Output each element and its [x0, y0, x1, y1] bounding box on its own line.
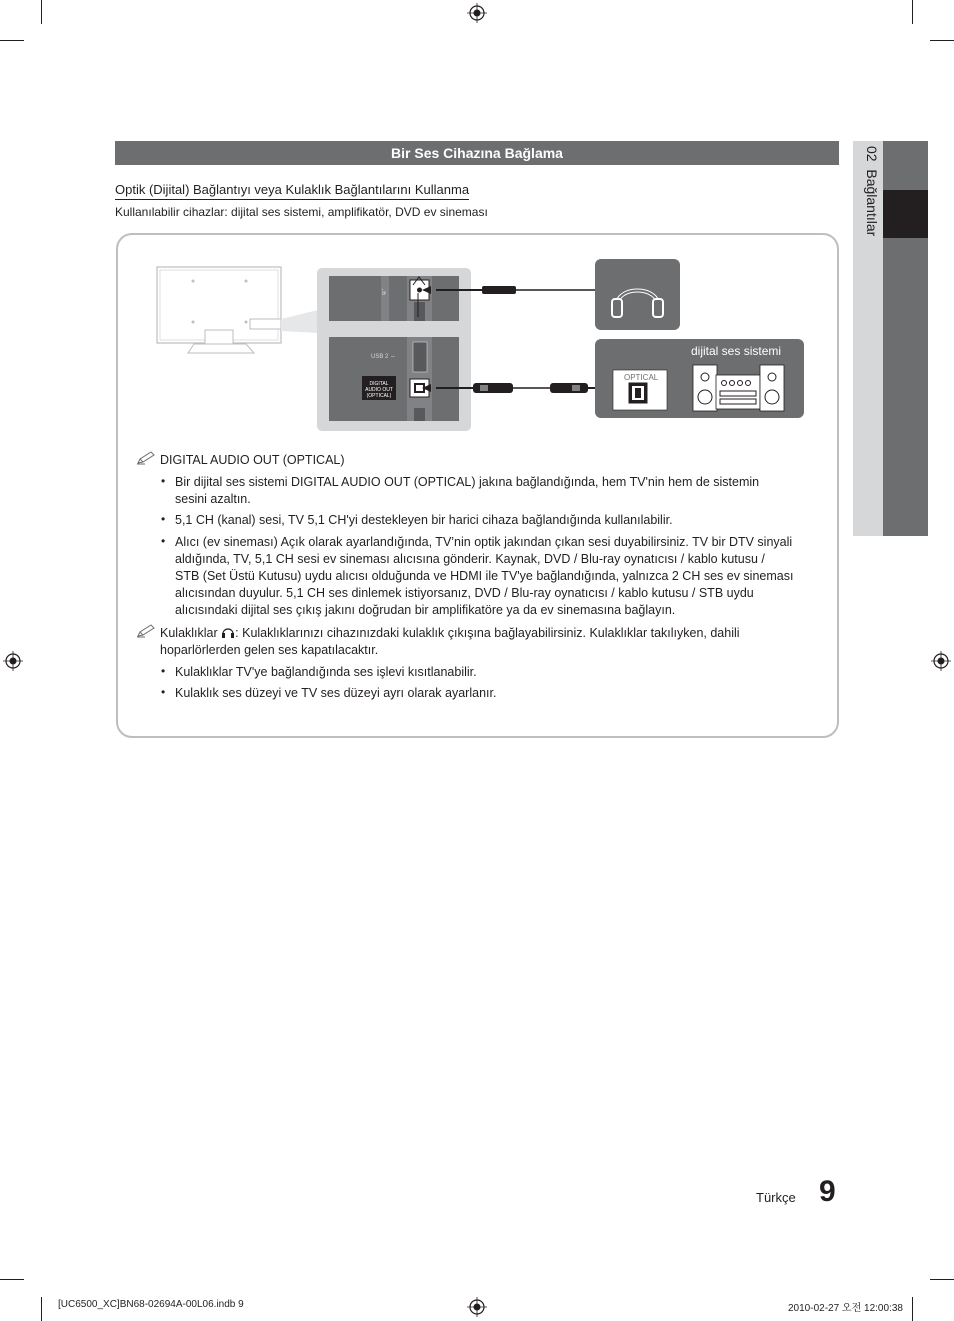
bullet-strong: DIGITAL AUDIO OUT (OPTICAL): [291, 475, 476, 489]
available-devices: Kullanılabilir cihazlar: dijital ses sistemi, amplifikatör, DVD ev sineması: [115, 205, 488, 219]
bullet: •: [161, 474, 166, 488]
note-bullet: Kulaklık ses düzeyi ve TV ses düzeyi ayrı olarak ayarlanır.: [175, 686, 497, 700]
optical-label: OPTICAL: [624, 373, 659, 382]
bullet: •: [161, 664, 166, 678]
bullet: •: [161, 685, 166, 699]
bullet-text: sesini azaltın.: [175, 492, 251, 506]
chapter-name: Bağlantılar: [864, 169, 880, 237]
note-text: hoparlörlerden gelen ses kapatılacaktır.: [160, 643, 379, 657]
note-bullet: Kulaklıklar TV'ye bağlandığında ses işlevi kısıtlanabilir.: [175, 665, 477, 679]
headphones-icon: [221, 626, 235, 638]
crop-mark: [41, 0, 42, 24]
bullet: •: [161, 512, 166, 526]
svg-text:DIGITAL: DIGITAL: [369, 381, 389, 387]
bullet-line: Alıcı (ev sineması) Açık olarak ayarlandığında, TV’nin optik jakından çıkan sesi duyabilirsiniz. TV bir DTV sinyali: [175, 535, 793, 549]
bullet-text: Bir dijital ses sistemi: [175, 475, 291, 489]
digital-audio-system-label: dijital ses sistemi: [691, 344, 782, 358]
registration-mark-icon: [3, 651, 23, 671]
subheading: Optik (Dijital) Bağlantıyı veya Kulaklık Bağlantılarını Kullanma: [115, 182, 469, 200]
note-bullet: [175, 534, 820, 619]
note-title: DIGITAL AUDIO OUT (OPTICAL): [160, 453, 345, 467]
note-title: Kulaklıklar: [160, 626, 218, 640]
chapter-label: [858, 146, 880, 346]
bullet-line: alıcısındaki dijital ses çıkış jakını doğrudan bir amplifikatöre ya da ev sinemasına bağlayın.: [175, 603, 676, 617]
bullet: •: [161, 534, 166, 548]
bullet-line: STB (Set Üstü Kutusu) uydu alıcısı olduğunda ve HDMI ile TV'ye bağlandığında, yalnızca 2 CH ses ev sineması: [175, 569, 794, 583]
crop-mark: [0, 40, 24, 41]
crop-mark: [0, 1279, 24, 1280]
chapter-number: 02: [864, 146, 880, 162]
crop-mark: [930, 1279, 954, 1280]
note-headphones: [160, 625, 820, 659]
section-title: Bir Ses Cihazına Bağlama: [115, 141, 839, 165]
chapter-tab-marker: [883, 190, 928, 238]
file-info: [UC6500_XC]BN68-02694A-00L06.indb 9: [58, 1299, 244, 1310]
footer-language: Türkçe: [756, 1190, 796, 1205]
pencil-note-icon: [136, 451, 156, 465]
svg-text:USB 2 ⇔: USB 2 ⇔: [371, 354, 397, 360]
page-number: 9: [819, 1175, 836, 1208]
note-bullet: [175, 474, 815, 508]
crop-mark: [912, 0, 913, 24]
tv-rear-illustration: [157, 267, 318, 353]
registration-mark-icon: [467, 3, 487, 23]
print-timestamp: 2010-02-27 오전 12:00:38: [788, 1303, 903, 1314]
pencil-note-icon: [136, 624, 156, 638]
bullet-text: jakına bağlandığında, hem TV'nin hem de sistemin: [475, 475, 760, 489]
svg-text:(OPTICAL): (OPTICAL): [366, 393, 392, 399]
crop-mark: [41, 1297, 42, 1321]
crop-mark: [930, 40, 954, 41]
registration-mark-icon: [931, 651, 951, 671]
bullet-line: aldığında, TV, 5,1 CH sesi ev sineması alıcısına gönderir. Kaynak, DVD / Blu-ray oynatıcısı / kablo kutusu /: [175, 552, 765, 566]
svg-text:♭: ♭: [382, 288, 387, 298]
note-text: : Kulaklıklarınızı cihazınızdaki kulaklık çıkışına bağlayabilirsiniz. Kulaklıklar takılıyken, dahili: [235, 626, 740, 640]
registration-mark-icon: [467, 1297, 487, 1317]
crop-mark: [912, 1297, 913, 1321]
note-bullet: 5,1 CH (kanal) sesi, TV 5,1 CH'yi destekleyen bir harici cihaza bağlandığında kullanılabilir.: [175, 513, 673, 527]
svg-text:AUDIO OUT: AUDIO OUT: [365, 387, 393, 393]
bullet-line: alıcısından duyulur. 5,1 CH ses dinlemek istiyorsanız, DVD / Blu-ray oynatıcısı / kablo kutusu / STB uydu: [175, 586, 754, 600]
